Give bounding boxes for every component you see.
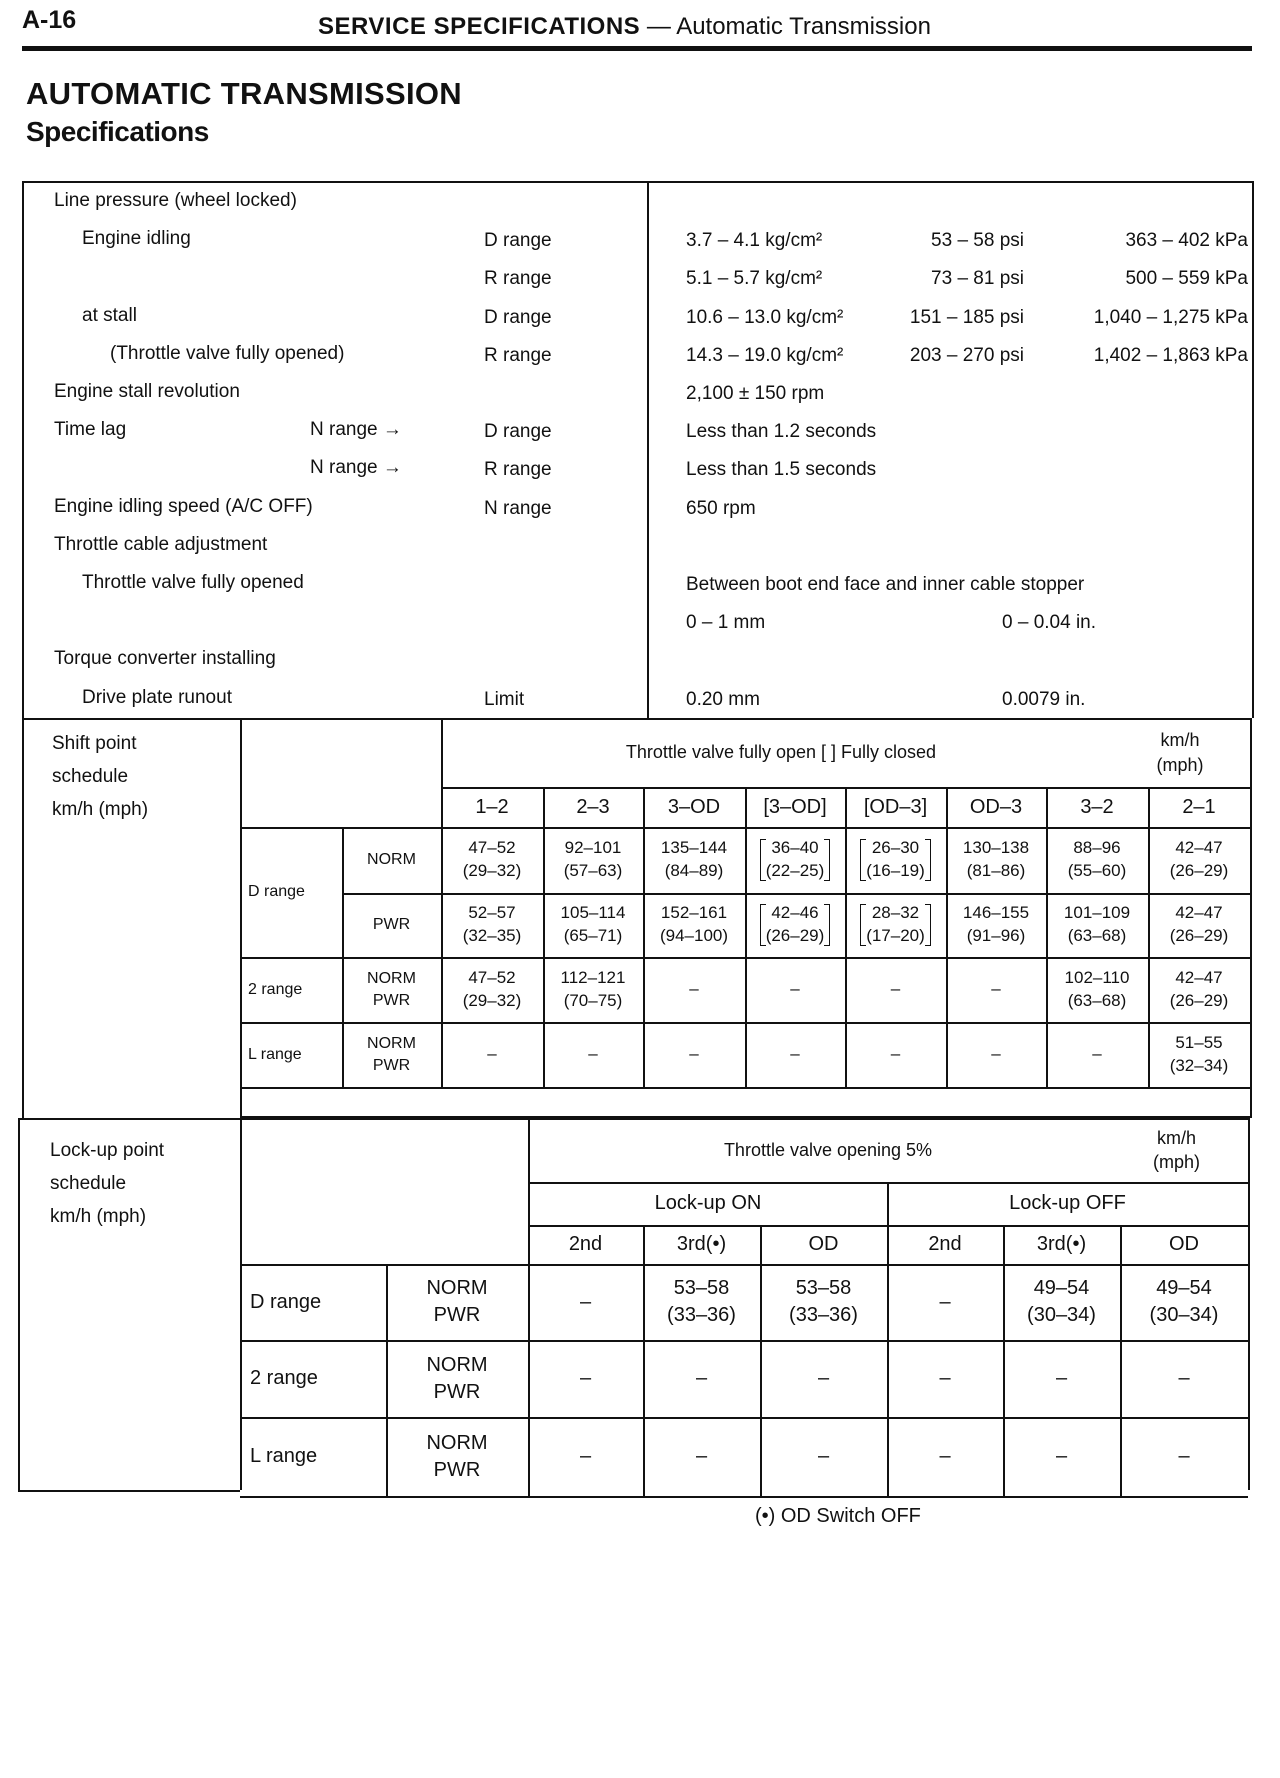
lockup-column-header: 3rd(•) — [676, 1233, 727, 1255]
spec-table-divider — [647, 181, 649, 718]
spec-value-imperial: 0.0079 in. — [1002, 688, 1086, 710]
shift-cell: 102–110 (63–68) — [1064, 967, 1130, 1010]
spec-value: Less than 1.2 seconds — [686, 421, 877, 443]
header-rule — [22, 46, 1252, 51]
lockup-column-header: 3rd(•) — [1036, 1233, 1087, 1255]
shift-mode: NORM — [367, 851, 416, 869]
spec-value: 3.7 – 4.1 kg/cm² — [686, 230, 823, 252]
spec-range: D range — [484, 421, 552, 443]
sub-title: Specifications — [26, 116, 209, 147]
shift-cell: 28–32 (17–20) — [845, 893, 946, 957]
lockup-range: D range — [250, 1290, 322, 1313]
spec-value: 10.6 – 13.0 kg/cm² — [686, 306, 844, 328]
lockup-mode: NORM PWR — [426, 1353, 488, 1403]
shift-cell: 135–144 (84–89) — [660, 838, 728, 880]
lockup-cell: 49–54 (30–34) — [1149, 1277, 1219, 1326]
lockup-label: km/h (mph) — [50, 1206, 147, 1227]
shift-cell: 47–52 (29–32) — [462, 967, 522, 1010]
spec-table-right — [1252, 181, 1254, 718]
spec-table-left — [22, 181, 24, 718]
spec-range: D range — [484, 230, 552, 252]
shift-mode: NORM PWR — [367, 1034, 416, 1074]
shift-cell: 42–46 (26–29) — [745, 893, 845, 957]
shift-column-header: [OD–3] — [863, 795, 928, 818]
shift-column-header: [3–OD] — [763, 795, 827, 818]
shift-cell: 92–101 (57–63) — [563, 838, 623, 880]
shift-cell: 51–55 (32–34) — [1169, 1032, 1229, 1075]
spec-value: 650 rpm — [686, 497, 756, 519]
lockup-cell: – — [579, 1290, 592, 1313]
spec-value-psi: 151 – 185 psi — [909, 306, 1024, 328]
spec-value-kpa: 363 – 402 kPa — [1125, 230, 1248, 252]
lockup-range: 2 range — [250, 1367, 318, 1389]
spec-value-kpa: 1,402 – 1,863 kPa — [1093, 344, 1248, 366]
lockup-mode: NORM PWR — [426, 1277, 488, 1326]
spec-value: Between boot end face and inner cable stopper — [686, 574, 1085, 595]
shift-cell: 152–161 (94–100) — [659, 903, 729, 945]
shift-cell: 101–109 (63–68) — [1063, 903, 1131, 945]
spec-range: R range — [484, 459, 552, 481]
shift-cell: – — [790, 979, 800, 999]
lockup-cell: – — [939, 1290, 951, 1313]
spec-value-psi: 73 – 81 psi — [931, 268, 1024, 290]
shift-cell: 105–114 (65–71) — [560, 903, 626, 945]
shift-cell: 112–121 (70–75) — [560, 967, 626, 1010]
shift-cell: 42–47 (26–29) — [1169, 967, 1229, 1010]
lockup-cell: – — [1178, 1367, 1190, 1389]
shift-cell: 52–57 (32–35) — [462, 903, 522, 945]
lockup-on-label: Lock-up ON — [654, 1192, 762, 1214]
spec-label: Line pressure (wheel locked) — [54, 190, 297, 211]
spec-label: Throttle cable adjustment — [54, 533, 268, 555]
lockup-cell: – — [579, 1445, 592, 1467]
shift-cell: – — [890, 979, 901, 999]
shift-column-header: 3–2 — [1080, 795, 1114, 818]
spec-value-psi: 203 – 270 psi — [909, 344, 1024, 366]
spec-value-kpa: 500 – 559 kPa — [1125, 268, 1248, 290]
shift-header: Throttle valve fully open [ ] Fully closed — [625, 742, 937, 763]
lockup-table-right — [1248, 1118, 1250, 1490]
lockup-cell: – — [1178, 1445, 1190, 1467]
shift-column-header: OD–3 — [969, 795, 1023, 818]
spec-label: Time lag — [54, 419, 127, 441]
shift-label: Shift point — [52, 733, 137, 754]
lockup-table-bottom-inner — [240, 1496, 1248, 1498]
lockup-label: Lock-up point — [50, 1140, 165, 1161]
lockup-unit: km/h (mph) — [1152, 1127, 1200, 1172]
header-dash: — — [646, 13, 671, 40]
lockup-column-header: OD — [808, 1233, 839, 1255]
lockup-cell: – — [939, 1445, 951, 1467]
spec-range: Limit — [484, 688, 525, 710]
spec-label: Engine idling — [82, 228, 191, 250]
shift-range: D range — [248, 883, 305, 901]
shift-cell: – — [1092, 1044, 1102, 1064]
lockup-cell: – — [817, 1445, 830, 1467]
spec-label: Drive plate runout — [82, 686, 232, 708]
lockup-cell: – — [695, 1367, 708, 1389]
spec-range: D range — [484, 306, 552, 328]
lockup-table-left — [18, 1118, 20, 1490]
shift-range: 2 range — [248, 980, 303, 998]
lockup-cell: 53–58 (33–36) — [789, 1277, 858, 1326]
shift-cell: 42–47 (26–29) — [1169, 903, 1229, 945]
lockup-column-header: 2nd — [928, 1233, 962, 1255]
lockup-cell: 49–54 (30–34) — [1027, 1277, 1096, 1326]
spec-condition: N range → — [310, 457, 402, 479]
shift-cell: 146–155 (91–96) — [962, 903, 1030, 945]
page-number: A-16 — [22, 6, 77, 34]
lockup-cell: – — [579, 1367, 592, 1389]
shift-cell: – — [991, 1044, 1001, 1064]
spec-value: 5.1 – 5.7 kg/cm² — [686, 268, 823, 290]
spec-label: Engine stall revolution — [54, 381, 240, 402]
spec-value: 0.20 mm — [686, 688, 760, 710]
shift-mode: PWR — [372, 916, 411, 934]
lockup-label: schedule — [50, 1173, 127, 1194]
lockup-cell: – — [1055, 1445, 1068, 1467]
spec-label: Engine idling speed (A/C OFF) — [54, 495, 313, 517]
shift-cell: 47–52 (29–32) — [462, 838, 522, 880]
lockup-off-label: Lock-up OFF — [1009, 1192, 1126, 1214]
lockup-cell: – — [695, 1445, 708, 1467]
header-subsection: Automatic Transmission — [676, 13, 931, 40]
page-header — [318, 13, 931, 41]
shift-label: km/h (mph) — [52, 799, 149, 820]
main-title: AUTOMATIC TRANSMISSION — [26, 76, 462, 111]
shift-cell: – — [588, 1044, 598, 1064]
shift-mode: NORM PWR — [367, 969, 416, 1009]
shift-cell: – — [991, 979, 1001, 999]
spec-table-top — [22, 181, 1252, 183]
lockup-column-header: 2nd — [568, 1233, 603, 1255]
spec-range: R range — [484, 268, 552, 290]
shift-cell: 36–40 (22–25) — [745, 827, 845, 893]
header-section: SERVICE SPECIFICATIONS — [318, 13, 641, 40]
spec-value-psi: 53 – 58 psi — [931, 230, 1024, 252]
spec-label: Throttle valve fully opened — [82, 572, 304, 593]
spec-condition: N range → — [310, 419, 402, 441]
spec-label: (Throttle valve fully opened) — [110, 342, 345, 364]
spec-label: at stall — [82, 304, 137, 326]
spec-value: Less than 1.5 seconds — [686, 459, 877, 481]
lockup-mode: NORM PWR — [426, 1431, 488, 1481]
shift-cell: – — [790, 1044, 800, 1064]
shift-table-left — [22, 718, 24, 1118]
lockup-range: L range — [250, 1445, 318, 1467]
spec-range: R range — [484, 344, 552, 366]
shift-cell: – — [689, 979, 699, 999]
shift-cell: – — [689, 1044, 699, 1064]
shift-cell: 130–138 (81–86) — [962, 838, 1030, 880]
spec-value: 0 – 1 mm — [686, 612, 766, 634]
spec-range: N range — [484, 497, 552, 519]
shift-column-header: 2–1 — [1182, 795, 1216, 818]
shift-cell: 26–30 (16–19) — [845, 827, 946, 893]
lockup-cell: – — [1055, 1367, 1068, 1389]
spec-value-kpa: 1,040 – 1,275 kPa — [1093, 306, 1248, 328]
footnote: (•) OD Switch OFF — [755, 1505, 921, 1527]
lockup-column-header: OD — [1169, 1233, 1199, 1255]
shift-table-right — [1250, 718, 1252, 1118]
shift-range: L range — [248, 1045, 302, 1063]
shift-cell: 88–96 (55–60) — [1067, 838, 1127, 880]
shift-cell: – — [890, 1044, 901, 1064]
lockup-cell: – — [817, 1367, 830, 1389]
spec-value: 14.3 – 19.0 kg/cm² — [686, 344, 844, 366]
shift-cell: – — [487, 1044, 497, 1064]
lockup-cell: – — [939, 1367, 951, 1389]
shift-unit: km/h (mph) — [1156, 730, 1204, 775]
shift-column-header: 1–2 — [475, 795, 509, 818]
spec-value-imperial: 0 – 0.04 in. — [1002, 612, 1097, 634]
lockup-header: Throttle valve opening 5% — [723, 1139, 933, 1160]
lockup-cell: 53–58 (33–36) — [667, 1277, 736, 1326]
shift-label: schedule — [52, 766, 129, 787]
shift-row-rule — [240, 1087, 1250, 1089]
spec-label: Torque converter installing — [54, 648, 276, 670]
spec-value: 2,100 ± 150 rpm — [686, 383, 825, 404]
shift-column-header: 2–3 — [576, 795, 610, 818]
lockup-table-bottom — [18, 1490, 240, 1492]
shift-column-header: 3–OD — [667, 795, 721, 818]
shift-cell: 42–47 (26–29) — [1169, 838, 1229, 880]
